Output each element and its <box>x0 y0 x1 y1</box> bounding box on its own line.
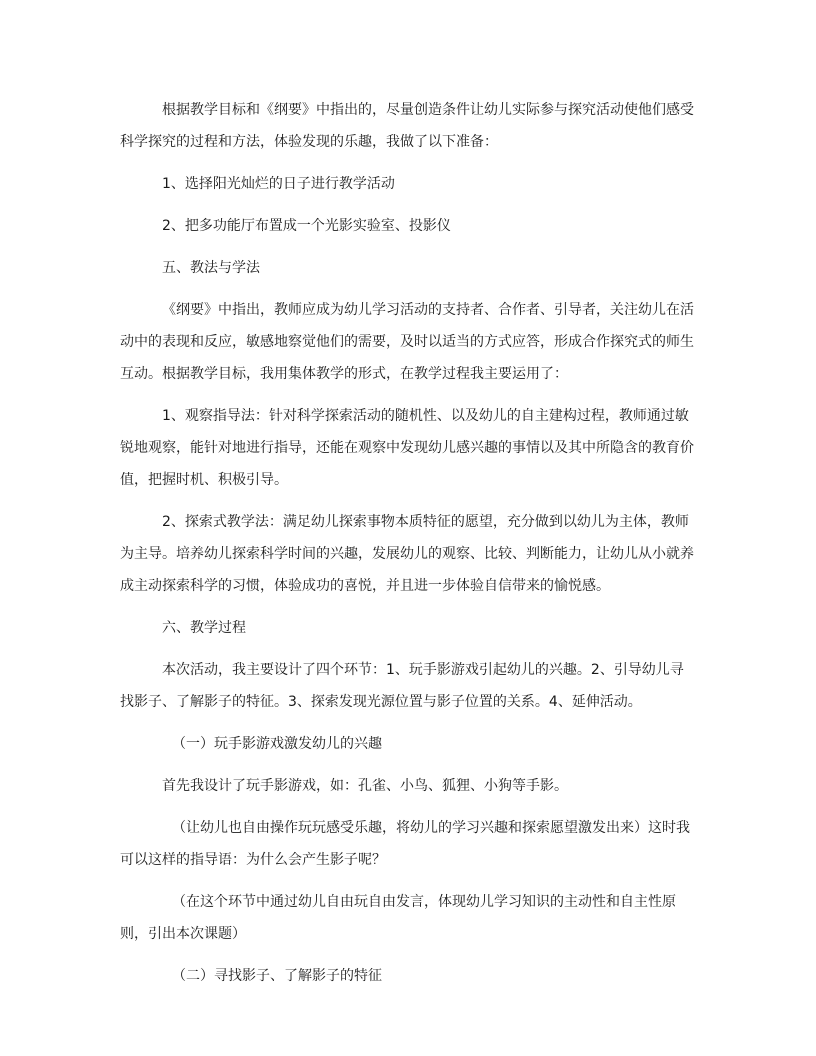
paragraph-prep-item-1: 1、选择阳光灿烂的日子进行教学活动 <box>162 176 395 192</box>
paragraph-method-exploration: 2、探索式教学法：满足幼儿探索事物本质特征的愿望，充分做到以幼儿为主体，教师为主导。培养幼儿探索科学时间的兴趣，发展幼儿的观察、比较、判断能力，让幼儿从小就养成主动探索科学的习惯，体验成功的喜悦，并且进一步体验自信带来的愉悦感。 <box>120 514 694 594</box>
document-body <box>120 94 696 992</box>
paragraph-hand-shadow-game: 首先我设计了玩手影游戏，如：孔雀、小鸟、狐狸、小狗等手影。 <box>162 778 568 794</box>
paragraph-prep-item-2: 2、把多功能厅布置成一个光影实验室、投影仪 <box>162 218 451 234</box>
heading-section-6: 六、教学过程 <box>162 620 246 636</box>
heading-section-5: 五、教法与学法 <box>162 260 260 276</box>
paragraph-step-1-note: （在这个环节中通过幼儿自由玩自由发言，体现幼儿学习知识的主动性和自主性原则，引出本次课题） <box>120 894 676 942</box>
paragraph-method-observation: 1、观察指导法：针对科学探索活动的随机性、以及幼儿的自主建构过程，教师通过敏锐地观察，能针对地进行指导，还能在观察中发现幼儿感兴趣的事情以及其中所隐含的教育价值，把握时机、积极引导。 <box>120 408 694 488</box>
heading-step-1: （一）玩手影游戏激发幼儿的兴趣 <box>172 736 382 752</box>
heading-step-2: （二）寻找影子、了解影子的特征 <box>172 968 382 984</box>
paragraph-process-overview: 本次活动，我主要设计了四个环节：1、玩手影游戏引起幼儿的兴趣。2、引导幼儿寻找影子、了解影子的特征。3、探索发现光源位置与影子位置的关系。4、延伸活动。 <box>120 662 684 710</box>
paragraph-methods-intro: 《纲要》中指出，教师应成为幼儿学习活动的支持者、合作者、引导者，关注幼儿在活动中的表现和反应，敏感地察觉他们的需要，及时以适当的方式应答，形成合作探究式的师生互动。根据教学目标，我用集体教学的形式，在教学过程我主要运用了： <box>120 302 694 382</box>
paragraph-guiding-question: （让幼儿也自由操作玩玩感受乐趣，将幼儿的学习兴趣和探索愿望激发出来）这时我可以这样的指导语：为什么会产生影子呢？ <box>120 820 690 868</box>
paragraph-preparation-intro: 根据教学目标和《纲要》中指出的，尽量创造条件让幼儿实际参与探究活动使他们感受科学探究的过程和方法，体验发现的乐趣，我做了以下准备： <box>120 102 694 150</box>
